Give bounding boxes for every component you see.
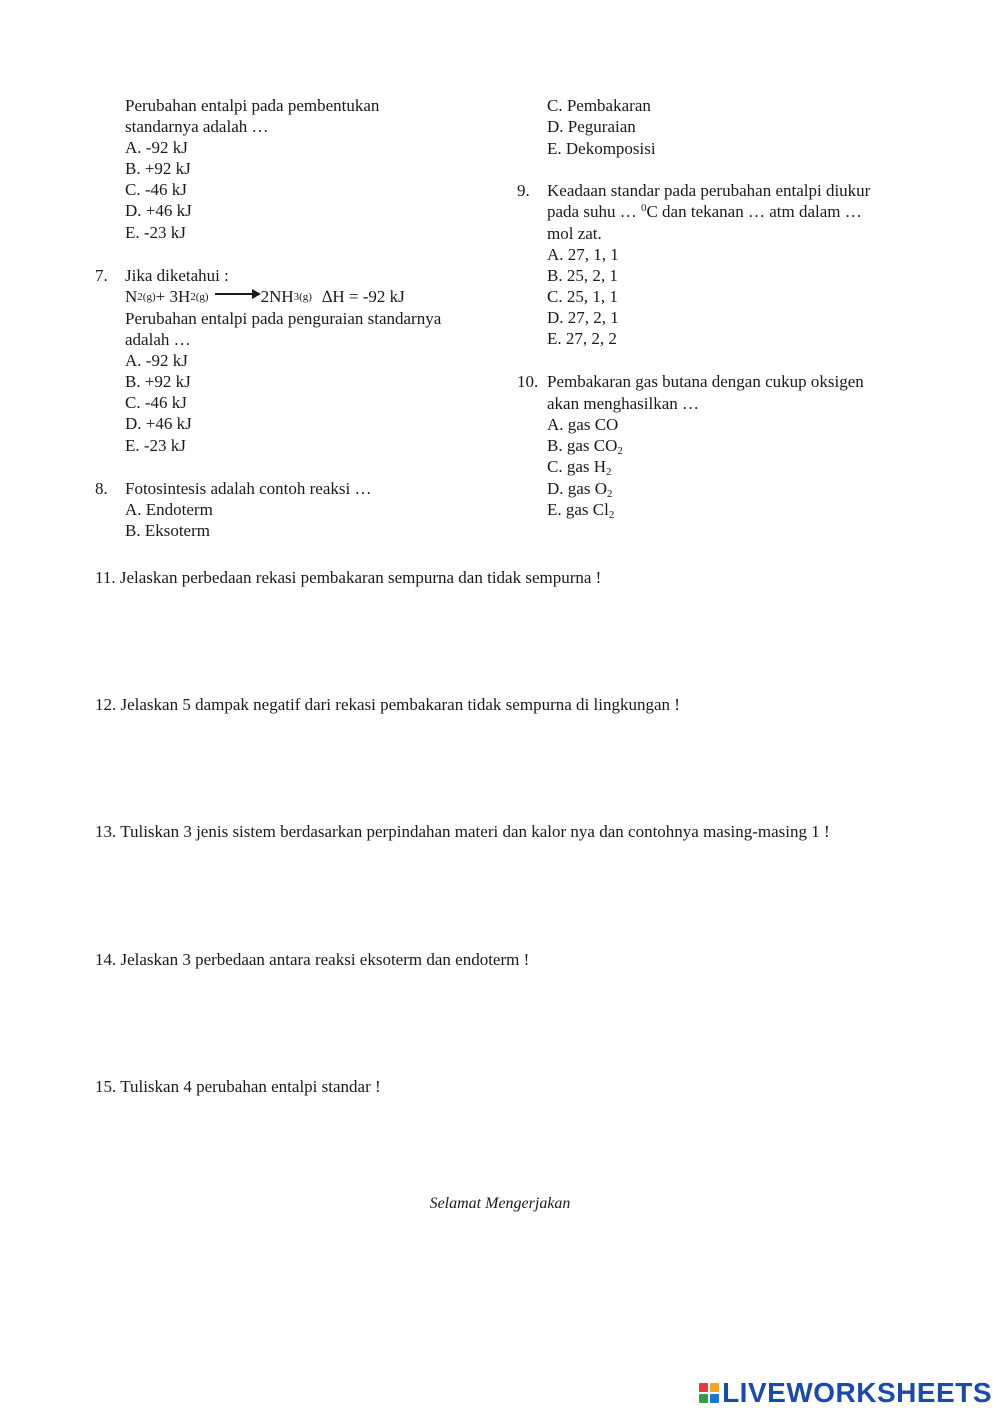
q9-option-d: D. 27, 2, 1 — [547, 308, 619, 327]
q9-number: 9. — [517, 181, 530, 200]
q6-option-e: E. -23 kJ — [125, 223, 186, 242]
q6-option-a: A. -92 kJ — [125, 138, 188, 157]
q9-line-2-pre: pada suhu … — [547, 202, 641, 221]
q6-option-b: B. +92 kJ — [125, 159, 191, 178]
eq-delta-h: ∆H = -92 kJ — [321, 287, 405, 306]
q10-option-c: C. gas $H_2$ — [547, 457, 612, 478]
q8-option-a: A. Endoterm — [125, 500, 213, 519]
q9-line-3: mol zat. — [547, 224, 602, 243]
essay-question-14: 14. Jelaskan 3 perbedaan antara reaksi eksoterm dan endoterm ! — [95, 950, 530, 969]
eq-h2: + 3H — [155, 287, 191, 306]
q10-option-d: D. gas $O_2$ — [547, 479, 613, 500]
q8-question: Fotosintesis adalah contoh reaksi … — [125, 479, 372, 498]
q6-option-d: D. +46 kJ — [125, 201, 192, 220]
q10-line-2: akan menghasilkan … — [547, 394, 700, 413]
q7-option-b: B. +92 kJ — [125, 372, 191, 391]
q7-intro: Jika diketahui : — [125, 266, 229, 285]
q10-option-b: B. gas $CO_2$ — [547, 436, 623, 457]
essay-question-15: 15. Tuliskan 4 perubahan entalpi standar ! — [95, 1077, 381, 1096]
q9-option-e: E. 27, 2, 2 — [547, 329, 617, 348]
q6-line-2: standarnya adalah … — [125, 117, 269, 136]
q7-option-a: A. -92 kJ — [125, 351, 188, 370]
q6-line-1: Perubahan entalpi pada pembentukan — [125, 96, 380, 115]
q8-option-b: B. Eksoterm — [125, 521, 210, 540]
liveworksheets-grid-icon — [699, 1383, 719, 1403]
liveworksheets-wordmark: LIVEWORKSHEETS — [722, 1377, 992, 1408]
q9-option-b: B. 25, 2, 1 — [547, 266, 618, 285]
q8-option-d: D. Peguraian — [547, 117, 636, 136]
essay-question-12: 12. Jelaskan 5 dampak negatif dari rekasi pembakaran tidak sempurna di lingkungan ! — [95, 695, 680, 714]
q7-line-2: adalah … — [125, 330, 191, 349]
q7-option-c: C. -46 kJ — [125, 393, 187, 412]
q6-option-c: C. -46 kJ — [125, 180, 187, 199]
q10-option-a: A. gas CO — [547, 415, 619, 434]
q8-option-c: C. Pembakaran — [547, 96, 651, 115]
q7-option-d: D. +46 kJ — [125, 414, 192, 433]
q10-option-e: E. gas $Cl_2$ — [547, 500, 615, 521]
eq-n2: N — [125, 287, 138, 306]
q9-line-1: Keadaan standar pada perubahan entalpi diukur — [547, 181, 871, 200]
q8-number: 8. — [95, 479, 108, 498]
liveworksheets-logo — [699, 1378, 992, 1408]
q9-option-c: C. 25, 1, 1 — [547, 287, 618, 306]
essay-question-13: 13. Tuliskan 3 jenis sistem berdasarkan perpindahan materi dan kalor nya dan contohnya masing-masing 1 ! — [95, 822, 830, 841]
eq-nh3: 2NH — [260, 287, 294, 306]
q8-option-e: E. Dekomposisi — [547, 139, 656, 158]
q9-line-2 — [547, 201, 862, 222]
closing-message: Selamat Mengerjakan — [429, 1195, 571, 1212]
q9-degree: 0 — [640, 202, 647, 214]
q7-option-e: E. -23 kJ — [125, 436, 186, 455]
q9-option-a: A. 27, 1, 1 — [547, 245, 619, 264]
q9-line-2-post: C dan tekanan … atm dalam … — [646, 202, 862, 221]
q7-number: 7. — [95, 266, 108, 285]
q7-line-1: Perubahan entalpi pada penguraian standarnya — [125, 309, 442, 328]
q7-equation: N 2(g) + 3H 2(g) 2NH 3(g) ∆H = -92 kJ — [125, 287, 405, 306]
essay-question-11: 11. Jelaskan perbedaan rekasi pembakaran sempurna dan tidak sempurna ! — [95, 568, 602, 587]
q10-number: 10. — [517, 372, 539, 391]
reaction-arrow-icon — [215, 293, 259, 295]
q10-line-1: Pembakaran gas butana dengan cukup oksigen — [547, 372, 864, 391]
